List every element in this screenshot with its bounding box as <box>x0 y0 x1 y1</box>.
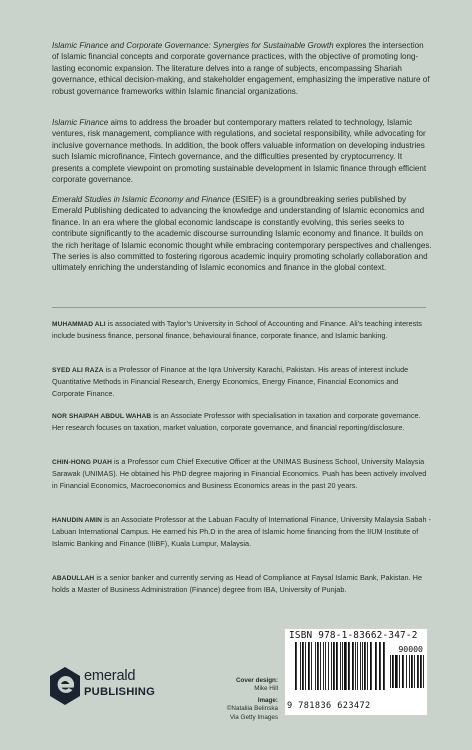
barcode-bar <box>323 642 324 690</box>
author-name: CHIN-HONG PUAH <box>52 459 113 466</box>
author-bio-text: is a senior banker and currently serving as Head of Compliance at Faysal Islamic Bank, Pakistan. He holds a Master of Business Administration (Finance) degree from IBA, University of Punjab. <box>52 573 422 595</box>
addon-barcode-bars <box>390 655 424 693</box>
barcode-bar <box>317 642 319 690</box>
description-text-3: (ESIEF) is a groundbreaking series published by Emerald Publishing dedicated to advancing the knowledge and understanding of Islamic economics and finance. In an era where the global economic landscape is constantly evolving, this series seeks to contribute significantly to the academic discourse surrounding Islamic economy and finance. It builds on the rich heritage of Islamic economic thought while embracing contemporary perspectives and challenges. The series is also committed to fostering rigorous academic inquiry promoting scholarly collaboration and ultimately enriching the understanding of Islamic economics and finance in the global context. <box>52 195 432 273</box>
barcode-bar <box>331 642 332 690</box>
description-paragraph-1 <box>52 40 432 97</box>
description-paragraph-2 <box>52 117 432 185</box>
ean-barcode-bars <box>295 642 389 690</box>
emerald-logo-mark-icon <box>50 667 80 705</box>
book-short-title-italic: Islamic Finance <box>52 118 109 127</box>
barcode-bar <box>342 642 343 690</box>
barcode-bar <box>423 655 424 688</box>
description-paragraph-3 <box>52 194 432 274</box>
author-bio-text: is a Professor of Finance at the Iqra University Karachi, Pakistan. His areas of interest include Quantitative Methods in Financial Research, Energy Economics, Energy Finance, Financial Economics and Corporate Finance. <box>52 365 409 398</box>
author-bio-1 <box>52 318 432 342</box>
price-code: 90000 <box>398 644 423 654</box>
barcode-bar <box>305 642 306 690</box>
section-divider <box>52 307 426 308</box>
barcode-bar <box>340 642 341 690</box>
barcode-bar <box>333 642 335 690</box>
barcode-bar <box>399 655 400 688</box>
image-credit-line-2: Via Getty Images <box>229 713 278 721</box>
barcode-bar <box>295 642 297 690</box>
barcode-bar <box>311 642 312 690</box>
barcode-bar <box>392 655 394 688</box>
barcode-bar <box>414 655 415 688</box>
author-bio-5 <box>52 514 432 549</box>
barcode-bar <box>364 642 366 690</box>
author-bio-3 <box>52 410 432 434</box>
barcode-digits <box>287 701 371 711</box>
barcode-bar <box>420 655 422 688</box>
author-bio-text: is a Professor cum Chief Executive Officer at the UNIMAS Business School, University Malaysia Sarawak (UNIMAS). He obtained his PhD degree majoring in Financial Economics. Puah has been actively involved in Financial Economics, Macroeconomics and Business Economics areas in the past 20 years. <box>52 457 427 490</box>
description-text-1: explores the intersection of Islamic financial concepts and corporate governance practices, with the objective of promoting long-lasting economic expansion. The literature delves into a range of subjects, encompassing Shariah governance, ethical decision-making, and stakeholder engagement, emphasizing the imperative nature of robust governance frameworks within Islamic financial organizations. <box>52 41 430 96</box>
book-title-italic: Islamic Finance and Corporate Governance: Synergies for Sustainable Growth <box>52 41 334 50</box>
barcode-bar <box>357 642 358 690</box>
barcode-bar <box>375 642 377 690</box>
cover-designer-name: Mike Hill <box>254 685 278 693</box>
cover-design-credit <box>224 677 278 694</box>
barcode-bar <box>360 642 361 690</box>
barcode-digits-group-1: 781836 <box>298 701 332 711</box>
barcode-bar <box>411 655 413 688</box>
image-credit-label: Image: <box>257 697 278 704</box>
author-bio-text: is an Associate Professor at the Labuan Faculty of International Finance, University Malaysia Sabah - Labuan International Campus. He earned his Ph.D in the area of Islamic home financing from the IIUM Institute of Islamic Banking and Finance (IIiBF), Kuala Lumpur, Malaysia. <box>52 515 431 548</box>
barcode-bar <box>367 642 368 690</box>
barcode-bar <box>352 642 354 690</box>
author-name: MUHAMMAD ALI <box>52 321 106 328</box>
barcode-bar <box>328 642 329 690</box>
barcode-bar <box>300 642 301 690</box>
logo-wordmark: emerald <box>84 668 136 684</box>
barcode-bar <box>379 642 381 690</box>
isbn-barcode <box>284 628 428 716</box>
barcode-bar <box>417 655 419 688</box>
author-name: SYED ALI RAZA <box>52 367 104 374</box>
barcode-bar <box>383 642 385 690</box>
barcode-bar <box>336 642 338 690</box>
barcode-bar <box>409 655 410 688</box>
barcode-bar <box>325 642 326 690</box>
barcode-digits-group-2: 623472 <box>337 701 371 711</box>
description-text-2: aims to address the broader but contemporary matters related to technology, Islamic ventures, risk management, compliance with regulations, and societal responsibility, while advocating for inclusive governance methods. In addition, the book offers valuable information on developing industries such Islamic microfinance, Fintech governance, and the difficulties presented by cryptocurrency. It presents a complete viewpoint on promoting sustainable development in Islamic finance through efficient corporate governance. <box>52 118 427 185</box>
barcode-bar <box>355 642 356 690</box>
barcode-bar <box>344 642 347 690</box>
barcode-bar <box>402 655 404 688</box>
image-credit-line-1: ©Nataliia Belinska <box>226 705 278 713</box>
logo-subtitle: PUBLISHING <box>84 686 155 698</box>
barcode-bar <box>348 642 350 690</box>
barcode-digit-first: 9 <box>287 701 293 711</box>
author-bio-2 <box>52 364 432 399</box>
isbn-text: ISBN 978-1-83662-347-2 <box>289 630 418 641</box>
barcode-bar <box>370 642 372 690</box>
barcode-bar <box>320 642 321 690</box>
barcode-bar <box>315 642 316 690</box>
emerald-publishing-logo <box>50 666 160 710</box>
cover-design-label: Cover design: <box>236 677 278 684</box>
barcode-bar <box>362 642 363 690</box>
author-name: ABADULLAH <box>52 575 95 582</box>
barcode-bar <box>406 655 407 688</box>
author-name: HANUDIN AMIN <box>52 517 103 524</box>
barcode-bar <box>395 655 398 688</box>
author-bio-4 <box>52 456 432 491</box>
barcode-bar <box>308 642 310 690</box>
series-title-italic: Emerald Studies in Islamic Economy and Finance <box>52 195 231 204</box>
barcode-bar <box>390 655 391 688</box>
barcode-bar <box>302 642 304 690</box>
author-bio-text: is an Associate Professor with specialisation in taxation and corporate governance. Her research focuses on taxation, market valuation, corporate governance, and financial reporting/disclosure. <box>52 411 421 433</box>
image-credit <box>224 697 278 722</box>
author-name: NOR SHAIPAH ABDUL WAHAB <box>52 413 152 420</box>
author-bio-6 <box>52 572 432 596</box>
author-bio-text: is associated with Taylor’s University in School of Accounting and Finance. Ali’s teaching interests include business finance, personal finance, behavioural finance, corporate finance, and Islamic banking. <box>52 319 422 341</box>
